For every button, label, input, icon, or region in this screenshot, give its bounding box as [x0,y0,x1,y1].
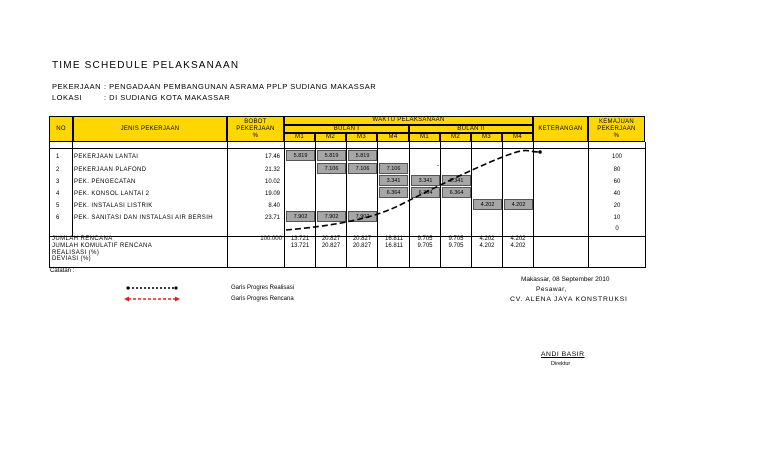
row-no: 1 [56,154,60,160]
header-week: M3 [471,133,502,142]
progress-scale: 80 [613,167,621,173]
schedule-bar: 5.819 [286,150,315,161]
row-bobot: 17.46 [264,154,280,160]
summary-komulatif: 9.705 [417,243,433,249]
schedule-bar: 7.106 [379,163,408,174]
header-bobot-line2: PEKERJAAN [236,125,275,132]
schedule-bar: 3.341 [442,175,471,186]
header-bulan-2: BULAN II [409,125,533,133]
legend-rencana-label: Garis Progres Rencana [231,296,294,302]
signature-title: Direktur [551,361,571,367]
pekerjaan-value: : PENGADAAN PEMBANGUNAN ASRAMA PPLP SUDIANG MAKASSAR [104,82,377,91]
schedule-bar: 7.106 [348,163,377,174]
schedule-bar: 7.106 [317,163,346,174]
row-name: PEK. KONSOL LANTAI 2 [74,191,150,197]
summary-label: JUMLAH RENCANA [52,236,113,242]
progress-scale: 0 [615,226,619,232]
signature-name: ANDI BASIR [541,351,585,358]
summary-rencana: 16.811 [385,236,403,242]
header-week: M4 [377,133,409,142]
lokasi-label: LOKASI [52,93,83,102]
summary-total: 100.000 [260,236,282,242]
row-bobot: 10.02 [264,179,280,185]
progress-scale: 10 [613,215,621,221]
header-bobot-line1: BOBOT [244,118,267,125]
row-no: 6 [56,215,60,221]
legend-point [126,286,129,289]
summary-komulatif: 13.721 [290,243,310,249]
schedule-bar: 3.341 [379,175,408,186]
summary-label: JUMLAH KOMULATIF RENCANA [52,242,153,249]
summary-rencana: 20.827 [352,236,372,242]
summary-label: DEVIASI (%) [52,256,92,263]
summary-komulatif: 16.811 [385,243,403,249]
signature-date: Makassar, 08 September 2010 [521,276,610,283]
header-kemajuan-line2: PEKERJAAN [597,125,636,132]
header-week: M2 [315,133,346,142]
summary-komulatif: 20.827 [352,243,372,249]
row-bobot: 19.09 [264,191,280,197]
row-name: PEK. SANITASI DAN INSTALASI AIR BERSIH [74,215,214,221]
schedule-bar: 7.902 [317,211,346,222]
summary-rencana: 4.202 [479,236,495,242]
progress-scale: 40 [613,191,621,197]
schedule-bar: 7.902 [286,211,315,222]
signature-company: CV. ALENA JAYA KONSTRUKSI [510,296,628,303]
legend-arrow-right [175,297,180,302]
header-waktu: WAKTU PELAKSANAAN [284,116,533,125]
summary-komulatif: 9.705 [448,243,464,249]
legend-arrow-left [124,297,129,302]
schedule-bar: 5.819 [317,150,346,161]
row-no: 3 [56,179,60,185]
page-title: TIME SCHEDULE PELAKSANAAN [52,60,240,71]
header-bulan-1: BULAN I [284,125,409,133]
curve-end-point [538,150,542,154]
summary-rencana: 9.705 [417,236,433,242]
progress-scale: 20 [613,203,621,209]
schedule-bar: 4.202 [473,199,502,210]
header-week: M3 [346,133,377,142]
summary-labels [52,236,152,263]
summary-label: REALISASI (%) [52,249,100,256]
progress-scale: 100 [611,154,622,160]
header-kemajuan-line3: % [613,132,620,139]
summary-komulatif: 20.827 [321,243,341,249]
header-bobot-line3: % [252,132,259,139]
catatan-label: Catatan : [50,268,75,274]
schedule-bar: 7.902 [348,211,377,222]
summary-rencana: 20.827 [321,236,341,242]
legend-realisasi-label: Garis Progres Realisasi [231,285,295,291]
header-keterangan: KETERANGAN [533,116,588,142]
row-no: 4 [56,191,60,197]
lokasi-value: : DI SUDIANG KOTA MAKASSAR [104,93,231,102]
row-no: 2 [56,167,60,173]
header-jenis-pekerjaan: JENIS PEKERJAAN [73,116,227,142]
pekerjaan-label: PEKERJAAN [52,82,102,91]
schedule-bar: 6.364 [411,187,440,198]
summary-rencana: 13.721 [290,236,310,242]
plan-curve-line [286,151,540,231]
legend-lines [120,284,185,304]
summary-komulatif: 4.202 [479,243,495,249]
header-week: M4 [502,133,533,142]
row-bobot: 8.40 [268,203,280,209]
progress-scale: 60 [613,179,621,185]
summary-rencana: 9.705 [448,236,464,242]
signature-role: Pesawar, [536,286,567,293]
schedule-bar: 5.819 [348,150,377,161]
row-bobot: 21.32 [264,167,280,173]
header-week: M1 [409,133,440,142]
row-name: PEKERJAAN LANTAI [74,154,139,160]
schedule-bar: 3.341 [411,175,440,186]
schedule-bar: 4.202 [504,199,533,210]
dash-mark: - [437,163,439,169]
row-name: PEK. INSTALASI LISTRIK [74,203,153,209]
header-week: M2 [440,133,471,142]
schedule-bar: 6.364 [442,187,471,198]
header-kemajuan-line1: KEMAJUAN [598,118,635,125]
summary-komulatif: 4.202 [510,243,526,249]
legend-point [174,286,177,289]
row-bobot: 23.71 [264,215,280,221]
summary-rencana: 4.202 [510,236,526,242]
row-name: PEKERJAAN PLAFOND [74,167,147,173]
header-week: M1 [284,133,315,142]
schedule-bar: 6.364 [379,187,408,198]
header-no: NO [49,116,73,142]
row-no: 5 [56,203,60,209]
row-name: PEK. PENGECATAN [74,179,136,185]
